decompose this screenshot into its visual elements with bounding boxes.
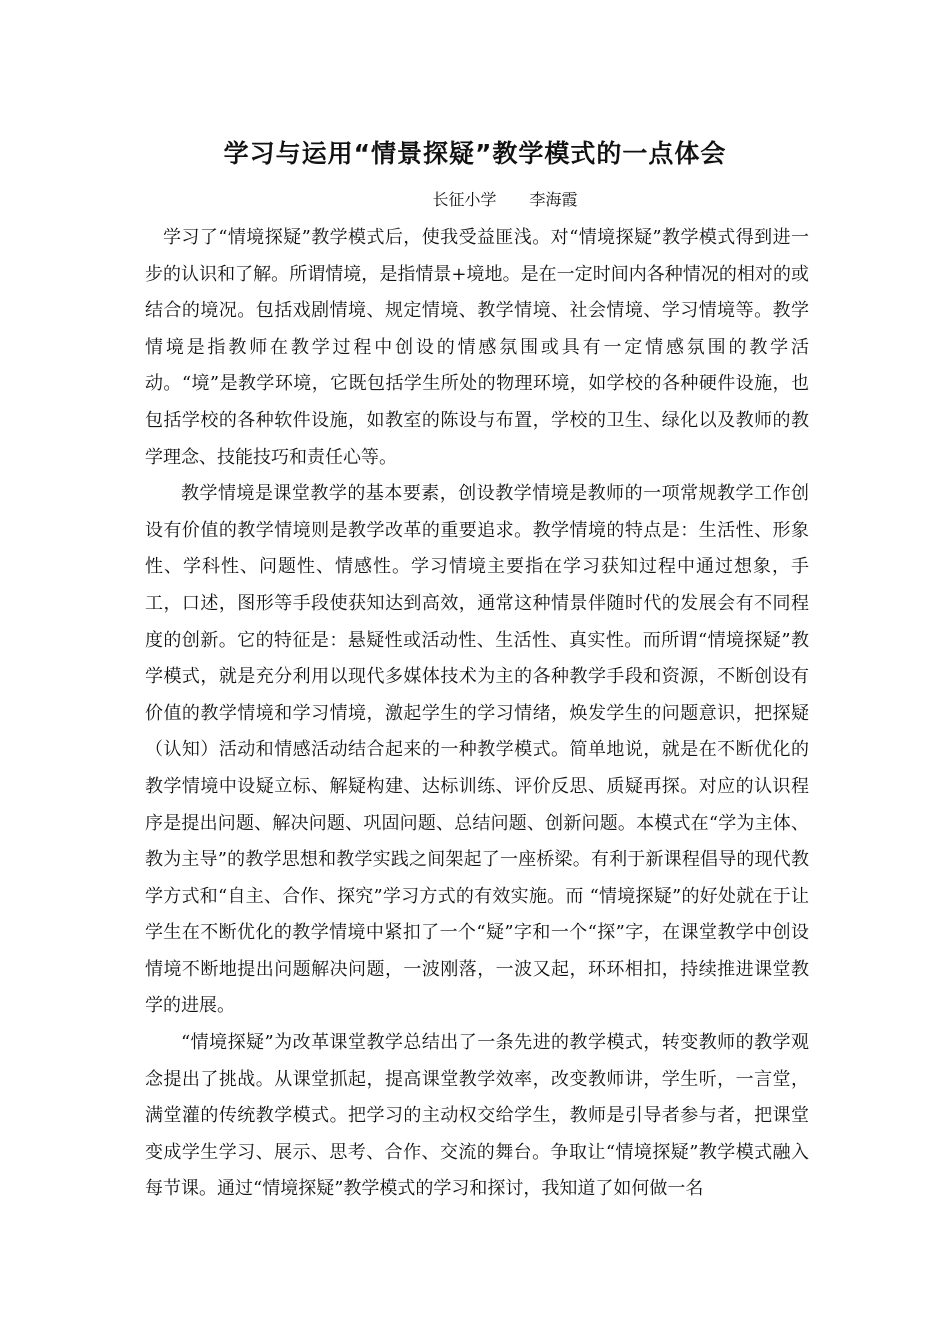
body-text xyxy=(145,220,809,1208)
school-name: 长征小学 xyxy=(432,190,497,209)
paragraph-3: “情境探疑”为改革课堂教学总结出了一条先进的教学模式，转变教师的教学观念提出了挑战。从课堂抓起，提高课堂教学效率，改变教师讲，学生听，一言堂，满堂灌的传统教学模式。把学习的主动权交给学生，教师是引导者参与者，把课堂变成学生学习、展示、思考、合作、交流的舞台。争取让“情境探疑”教学模式融入每节课。通过“情境探疑”教学模式的学习和探讨，我知道了如何做一名 xyxy=(145,1032,809,1200)
byline xyxy=(0,187,950,210)
paragraph-1: 学习了“情境探疑”教学模式后，使我受益匪浅。对“情境探疑”教学模式得到进一步的认识和了解。所谓情境，是指情景+境地。是在一定时间内各种情况的相对的或结合的境况。包括戏剧情境、规定情境、教学情境、社会情境、学习情境等。教学情境是指教师在教学过程中创设的情感氛围或具有一定情感氛围的教学活动。“境”是教学环境，它既包括学生所处的物理环境，如学校的各种硬件设施，也包括学校的各种软件设施，如教室的陈设与布置，学校的卫生、绿化以及教师的教学理念、技能技巧和责任心等。 xyxy=(145,227,809,468)
document-title: 学习与运用“情景探疑”教学模式的一点体会 xyxy=(223,139,727,168)
author-name: 李海霞 xyxy=(529,190,578,209)
paragraph-2: 教学情境是课堂教学的基本要素，创设教学情境是教师的一项常规教学工作创设有价值的教学情境则是教学改革的重要追求。教学情境的特点是：生活性、形象性、学科性、问题性、情感性。学习情境主要指在学习获知过程中通过想象，手工，口述，图形等手段使获知达到高效，通常这种情景伴随时代的发展会有不同程度的创新。它的特征是：悬疑性或活动性、生活性、真实性。而所谓“情境探疑”教学模式，就是充分利用以现代多媒体技术为主的各种教学手段和资源，不断创设有价值的教学情境和学习情境，激起学生的学习情绪，焕发学生的问题意识，把探疑（认知）活动和情感活动结合起来的一种教学模式。简单地说，就是在不断优化的教学情境中设疑立标、解疑构建、达标训练、评价反思、质疑再探。对应的认识程序是提出问题、解决问题、巩固问题、总结问题、创新问题。本模式在“学为主体、教为主导”的教学思想和教学实践之间架起了一座桥梁。有利于新课程倡导的现代教学方式和“自主、合作、探究”学习方式的有效实施。而 “情境探疑”的好处就在于让学生在不断优化的教学情境中紧扣了一个“疑”字和一个“探”字，在课堂教学中创设情境不断地提出问题解决问题，一波刚落，一波又起，环环相扣，持续推进课堂教学的进展。 xyxy=(145,483,809,1017)
